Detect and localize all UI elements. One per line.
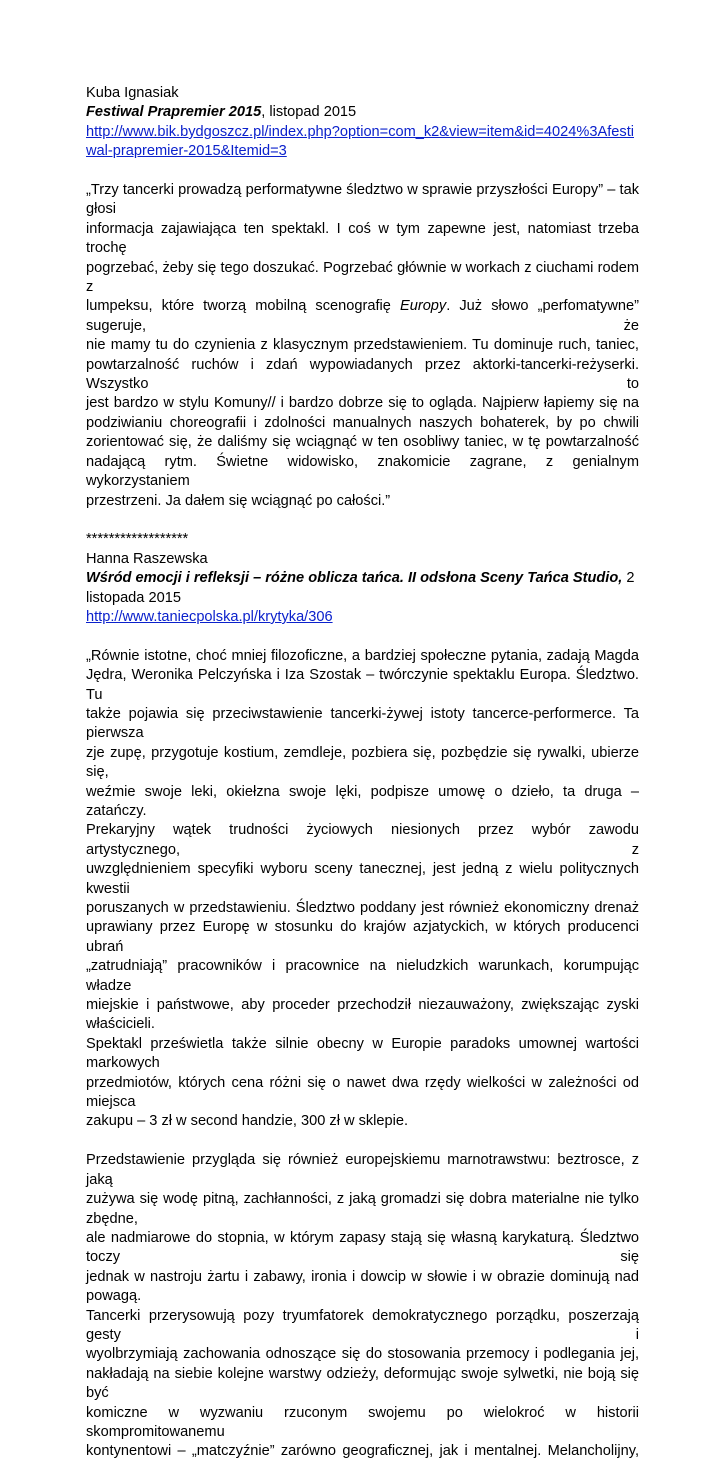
paragraph-line: przedmiotów, których cena różni się o nawet dwa rzędy wielkości w zależności od miejsca <box>86 1074 639 1111</box>
paragraph-line: informacja zajawiająca ten spektakl. I coś w tym zapewne jest, natomiast trzeba trochę <box>86 220 639 257</box>
review1-title-suffix: , listopad 2015 <box>261 104 357 121</box>
paragraph-line: uprawiany przez Europę w stosunku do krajów azjatyckich, w których producenci ubrań <box>86 919 639 955</box>
review1-link[interactable]: http://www.bik.bydgoszcz.pl/index.php?option=com_k2&view=item&id=4024%3Afesti <box>86 123 634 140</box>
paragraph-line: miejskie i państwowe, aby proceder przechodził niezauważony, zwiększając zyski właścicieli. <box>86 997 639 1033</box>
paragraph-line: jest bardzo w stylu Komuny// i bardzo dobrze się to ogląda. Najpierw łapiemy się na <box>86 395 639 412</box>
review2-author: Hanna Raszewska <box>86 550 208 567</box>
paragraph-line: „Równie istotne, choć mniej filozoficzne, a bardziej społeczne pytania, zadają Magda <box>86 647 639 664</box>
paragraph-line: podziwianiu choreografii i zdolności manualnych naszych bohaterek, by po chwili <box>86 414 639 431</box>
review2-url-line[interactable] <box>86 608 639 627</box>
paragraph-line: nadającą rytm. Świetne widowisko, znakomicie zagrane, z genialnym wykorzystaniem <box>86 453 639 490</box>
paragraph-line: zakupu – 3 zł w second handzie, 300 zł w sklepie. <box>86 1113 409 1130</box>
paragraph-text: . Już słowo „perfomatywne” sugeruje, że <box>86 298 639 334</box>
paragraph-line: kontynentowi – „matczyźnie” zarówno geograficznej, jak i mentalnej. Melancholijny, <box>86 1443 639 1460</box>
review1-link-continued[interactable]: wal-prapremier-2015&Itemid=3 <box>86 143 287 160</box>
review2-paragraph-2 <box>86 1151 639 1462</box>
paragraph-line: ale nadmiarowe do stopnia, w którym zapasy stają się własną karykaturą. Śledztwo toczy się <box>86 1229 639 1266</box>
paragraph-text: lumpeksu, które tworzą mobilną scenografię <box>86 298 400 315</box>
paragraph-line: powtarzalność ruchów i zdań wypowiadanych przez aktorki-tancerki-reżyserki. Wszystko to <box>86 356 639 393</box>
review1-title-line <box>86 103 639 122</box>
paragraph-line: jednak w nastroju żartu i zabawy, ironia i dowcip w słowie i w obrazie dominują nad powagą. <box>86 1268 639 1305</box>
paragraph-line: Prekaryjny wątek trudności życiowych niesionych przez wybór zawodu artystycznego, z <box>86 822 639 858</box>
paragraph-line: nie mamy tu do czynienia z klasycznym przedstawieniem. Tu dominuje ruch, taniec, <box>86 337 639 354</box>
paragraph-line: Spektakl prześwietla także silnie obecny w Europie paradoks umownej wartości markowych <box>86 1035 639 1072</box>
review2-title-suffix: 2 <box>622 570 635 587</box>
paragraph-line: zje zupę, przygotuje kostium, zemdleje, pozbiera się, pozbędzie się rywalki, ubierze się, <box>86 744 639 781</box>
review1-author: Kuba Ignasiak <box>86 85 179 101</box>
paragraph-line <box>86 297 639 336</box>
paragraph-line: Jędra, Weronika Pelczyńska i Iza Szostak – twórczynie spektaklu Europa. Śledztwo. Tu <box>86 667 639 703</box>
review2-title-line <box>86 569 639 588</box>
review2-date: listopada 2015 <box>86 589 181 606</box>
separator: ****************** <box>86 531 189 548</box>
paragraph-line: wyolbrzymiają zachowania odnoszące się do stosowania przemocy i podlegania jej, <box>86 1346 639 1363</box>
review2-title: Wśród emocji i refleksji – różne oblicza tańca. II odsłona Sceny Tańca Studio, <box>86 570 623 587</box>
paragraph-line: pogrzebać, żeby się tego doszukać. Pogrzebać głównie w workach z ciuchami rodem z <box>86 259 639 296</box>
paragraph-line: także pojawia się przeciwstawienie tancerki-żywej istoty tancerce-performerce. Ta pierwsza <box>86 705 639 742</box>
paragraph-line: uwzględnieniem specyfiki wyboru sceny tanecznej, jest jedną z wielu politycznych kwestii <box>86 861 639 897</box>
review2-paragraph-1 <box>86 647 639 1132</box>
paragraph-line: weźmie swoje leki, okiełzna swoje lęki, podpisze umowę o dzieło, ta druga – zatańczy. <box>86 783 639 819</box>
review1-paragraph <box>86 181 639 511</box>
italic-title: Europy <box>399 298 447 315</box>
paragraph-line: komiczne w wyzwaniu rzuconym swojemu po wielokroć w historii skompromitowanemu <box>86 1404 639 1440</box>
paragraph-line: „zatrudniają” pracowników i pracownice na nieludzkich warunkach, korumpując władze <box>86 958 639 994</box>
review1-url-line2[interactable] <box>86 142 639 161</box>
paragraph-line: Tancerki przerysowują pozy tryumfatorek demokratycznego porządku, poszerzają gesty i <box>86 1307 639 1343</box>
review1-title: Festiwal Prapremier 2015 <box>86 104 262 121</box>
paragraph-line: „Trzy tancerki prowadzą performatywne śledztwo w sprawie przyszłości Europy” – tak głosi <box>86 182 639 218</box>
review1-url-line1[interactable] <box>86 123 639 142</box>
paragraph-line: Przedstawienie przygląda się również europejskiemu marnotrawstwu: beztrosce, z jaką <box>86 1152 639 1188</box>
paragraph-line: przestrzeni. Ja dałem się wciągnąć po całości.” <box>86 492 391 509</box>
paragraph-line: poruszanych w przedstawieniu. Śledztwo poddany jest również ekonomiczny drenaż <box>86 900 639 917</box>
paragraph-line: nakładają na siebie kolejne warstwy odzieży, deformując swoje sylwetki, nie boją się być <box>86 1365 639 1402</box>
paragraph-line: zorientować się, że daliśmy się wciągnąć w ten osobliwy taniec, w tę powtarzalność <box>86 434 639 451</box>
paragraph-line: zużywa się wodę pitną, zachłanności, z jaką gromadzi się dobra materialne nie tylko zbędne, <box>86 1191 639 1227</box>
review2-link[interactable]: http://www.taniecpolska.pl/krytyka/306 <box>86 608 333 625</box>
